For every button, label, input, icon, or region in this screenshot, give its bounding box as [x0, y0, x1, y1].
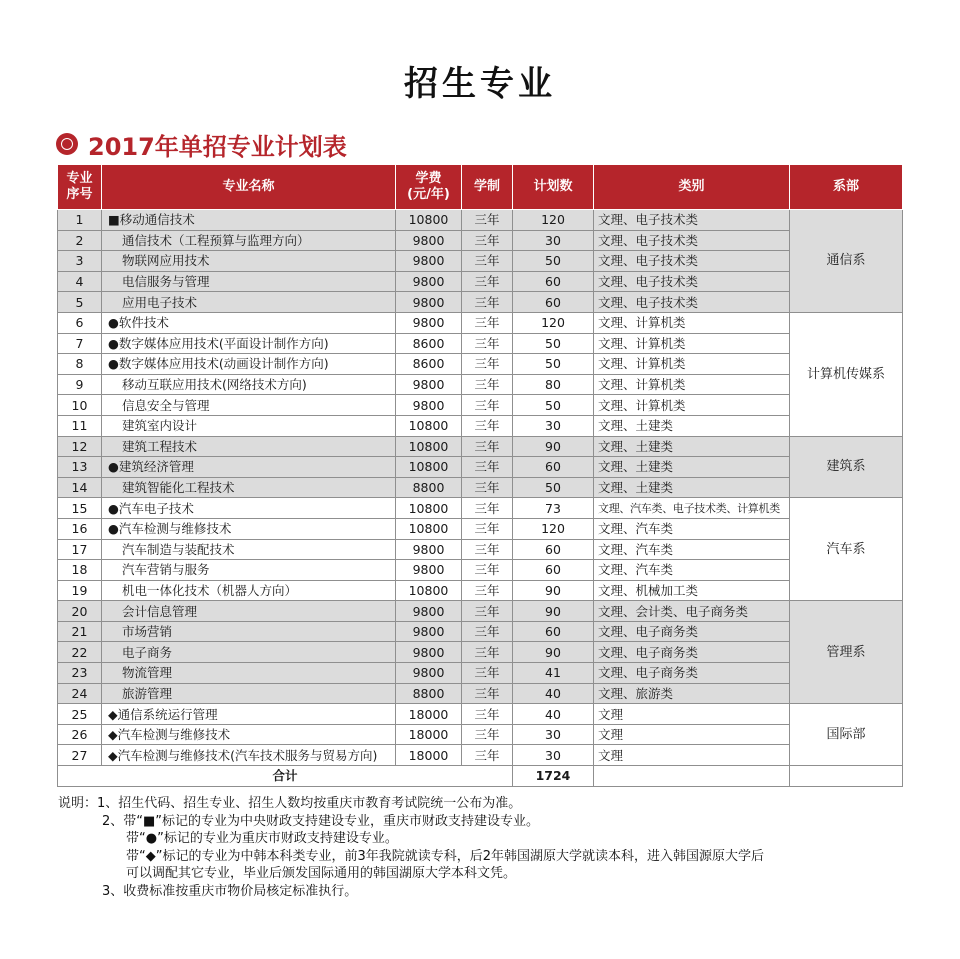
major-name-cell: ●汽车检测与维修技术	[102, 518, 396, 539]
tuition-fee-cell: 9800	[396, 601, 462, 622]
note-line: 带“●”标记的专业为重庆市财政支持建设专业。	[126, 831, 398, 847]
tuition-fee-cell: 10800	[396, 518, 462, 539]
table-row	[58, 724, 903, 745]
category-cell: 文理、计算机类	[594, 312, 790, 333]
duration-cell: 三年	[462, 251, 513, 272]
tuition-fee-cell: 9800	[396, 251, 462, 272]
duration-cell: 三年	[462, 415, 513, 436]
plan-count-cell: 30	[513, 745, 594, 766]
table-row	[58, 601, 903, 622]
row-number-cell: 14	[58, 477, 102, 498]
category-cell: 文理	[594, 704, 790, 725]
major-name-cell: 建筑工程技术	[102, 436, 396, 457]
header-no: 专业 序号	[58, 165, 102, 210]
duration-cell: 三年	[462, 560, 513, 581]
major-name-cell: ◆汽车检测与维修技术(汽车技术服务与贸易方向)	[102, 745, 396, 766]
major-name-cell: ●建筑经济管理	[102, 457, 396, 478]
tuition-fee-cell: 8800	[396, 477, 462, 498]
plan-count-cell: 60	[513, 292, 594, 313]
duration-cell: 三年	[462, 704, 513, 725]
row-number-cell: 10	[58, 395, 102, 416]
row-number-cell: 8	[58, 354, 102, 375]
table-row	[58, 498, 903, 519]
department-cell: 建筑系	[790, 436, 903, 498]
plan-count-cell: 120	[513, 312, 594, 333]
table-row	[58, 642, 903, 663]
row-number-cell: 6	[58, 312, 102, 333]
major-name-cell: 市场营销	[102, 621, 396, 642]
plan-count-cell: 73	[513, 498, 594, 519]
table-row	[58, 518, 903, 539]
table-row	[58, 477, 903, 498]
major-name-cell: 建筑智能化工程技术	[102, 477, 396, 498]
major-name-cell: 旅游管理	[102, 683, 396, 704]
table-row	[58, 621, 903, 642]
tuition-fee-cell: 18000	[396, 704, 462, 725]
category-cell: 文理、汽车类	[594, 518, 790, 539]
plan-count-cell: 60	[513, 621, 594, 642]
category-cell: 文理、土建类	[594, 477, 790, 498]
header-department: 系部	[790, 165, 903, 210]
major-name-cell: ●汽车电子技术	[102, 498, 396, 519]
table-row	[58, 436, 903, 457]
row-number-cell: 22	[58, 642, 102, 663]
row-number-cell: 16	[58, 518, 102, 539]
plan-count-cell: 30	[513, 724, 594, 745]
category-cell: 文理	[594, 745, 790, 766]
plan-count-cell: 90	[513, 642, 594, 663]
row-number-cell: 2	[58, 230, 102, 251]
plan-count-cell: 60	[513, 457, 594, 478]
tuition-fee-cell: 9800	[396, 539, 462, 560]
plan-count-cell: 60	[513, 539, 594, 560]
major-name-cell: 通信技术（工程预算与监理方向）	[102, 230, 396, 251]
row-number-cell: 5	[58, 292, 102, 313]
table-row	[58, 374, 903, 395]
category-cell: 文理、电子商务类	[594, 663, 790, 684]
department-cell: 通信系	[790, 210, 903, 313]
category-cell: 文理、汽车类	[594, 560, 790, 581]
category-cell: 文理、电子技术类	[594, 251, 790, 272]
row-number-cell: 9	[58, 374, 102, 395]
duration-cell: 三年	[462, 333, 513, 354]
plan-count-cell: 30	[513, 415, 594, 436]
duration-cell: 三年	[462, 477, 513, 498]
tuition-fee-cell: 9800	[396, 312, 462, 333]
row-number-cell: 26	[58, 724, 102, 745]
duration-cell: 三年	[462, 539, 513, 560]
table-row	[58, 704, 903, 725]
header-fee: 学费 (元/年)	[396, 165, 462, 210]
plan-count-cell: 120	[513, 210, 594, 231]
major-name-cell: 机电一体化技术（机器人方向）	[102, 580, 396, 601]
major-name-cell: ◆汽车检测与维修技术	[102, 724, 396, 745]
category-cell: 文理、汽车类	[594, 539, 790, 560]
major-name-cell: 信息安全与管理	[102, 395, 396, 416]
total-row	[58, 766, 903, 787]
total-empty-cell	[790, 766, 903, 787]
row-number-cell: 19	[58, 580, 102, 601]
tuition-fee-cell: 9800	[396, 230, 462, 251]
row-number-cell: 17	[58, 539, 102, 560]
note-line: 说明：1、招生代码、招生专业、招生人数均按重庆市教育考试院统一公布为准。	[58, 796, 522, 811]
major-name-cell: ◆通信系统运行管理	[102, 704, 396, 725]
row-number-cell: 25	[58, 704, 102, 725]
plan-count-cell: 90	[513, 601, 594, 622]
row-number-cell: 21	[58, 621, 102, 642]
table-row	[58, 539, 903, 560]
category-cell: 文理、电子技术类	[594, 271, 790, 292]
plan-count-cell: 60	[513, 271, 594, 292]
category-cell: 文理、计算机类	[594, 395, 790, 416]
major-name-cell: 汽车制造与装配技术	[102, 539, 396, 560]
table-row	[58, 395, 903, 416]
row-number-cell: 4	[58, 271, 102, 292]
major-name-cell: 物流管理	[102, 663, 396, 684]
header-plan: 计划数	[513, 165, 594, 210]
duration-cell: 三年	[462, 457, 513, 478]
duration-cell: 三年	[462, 271, 513, 292]
tuition-fee-cell: 9800	[396, 374, 462, 395]
table-row	[58, 230, 903, 251]
category-cell: 文理	[594, 724, 790, 745]
row-number-cell: 13	[58, 457, 102, 478]
plan-count-cell: 50	[513, 477, 594, 498]
duration-cell: 三年	[462, 374, 513, 395]
total-empty-cell	[594, 766, 790, 787]
school-logo-icon	[56, 133, 78, 155]
category-cell: 文理、计算机类	[594, 333, 790, 354]
table-row	[58, 292, 903, 313]
row-number-cell: 7	[58, 333, 102, 354]
major-name-cell: 移动互联应用技术(网络技术方向)	[102, 374, 396, 395]
duration-cell: 三年	[462, 724, 513, 745]
table-row	[58, 415, 903, 436]
category-cell: 文理、会计类、电子商务类	[594, 601, 790, 622]
tuition-fee-cell: 9800	[396, 271, 462, 292]
department-cell: 国际部	[790, 704, 903, 766]
table-row	[58, 560, 903, 581]
category-cell: 文理、电子商务类	[594, 621, 790, 642]
tuition-fee-cell: 10800	[396, 498, 462, 519]
page-title: 招生专业	[404, 64, 556, 104]
duration-cell: 三年	[462, 498, 513, 519]
major-name-cell: 应用电子技术	[102, 292, 396, 313]
row-number-cell: 12	[58, 436, 102, 457]
duration-cell: 三年	[462, 395, 513, 416]
header-name: 专业名称	[102, 165, 396, 210]
department-cell: 计算机传媒系	[790, 312, 903, 436]
tuition-fee-cell: 9800	[396, 642, 462, 663]
duration-cell: 三年	[462, 663, 513, 684]
tuition-fee-cell: 8600	[396, 354, 462, 375]
major-name-cell: ●数字媒体应用技术(动画设计制作方向)	[102, 354, 396, 375]
row-number-cell: 3	[58, 251, 102, 272]
table-row	[58, 251, 903, 272]
category-cell: 文理、电子技术类	[594, 210, 790, 231]
category-cell: 文理、汽车类、电子技术类、计算机类	[594, 498, 790, 519]
plan-count-cell: 120	[513, 518, 594, 539]
table-row	[58, 580, 903, 601]
total-plan: 1724	[513, 766, 594, 787]
major-name-cell: ●软件技术	[102, 312, 396, 333]
row-number-cell: 24	[58, 683, 102, 704]
plan-count-cell: 90	[513, 436, 594, 457]
table-row	[58, 271, 903, 292]
major-name-cell: 电子商务	[102, 642, 396, 663]
tuition-fee-cell: 10800	[396, 457, 462, 478]
row-number-cell: 20	[58, 601, 102, 622]
row-number-cell: 11	[58, 415, 102, 436]
duration-cell: 三年	[462, 745, 513, 766]
row-number-cell: 1	[58, 210, 102, 231]
major-name-cell: 汽车营销与服务	[102, 560, 396, 581]
plan-count-cell: 40	[513, 704, 594, 725]
department-cell: 管理系	[790, 601, 903, 704]
table-row	[58, 745, 903, 766]
tuition-fee-cell: 10800	[396, 210, 462, 231]
category-cell: 文理、电子技术类	[594, 230, 790, 251]
table-row	[58, 312, 903, 333]
table-row	[58, 457, 903, 478]
tuition-fee-cell: 9800	[396, 292, 462, 313]
row-number-cell: 18	[58, 560, 102, 581]
category-cell: 文理、土建类	[594, 436, 790, 457]
plan-count-cell: 30	[513, 230, 594, 251]
row-number-cell: 27	[58, 745, 102, 766]
plan-count-cell: 40	[513, 683, 594, 704]
tuition-fee-cell: 10800	[396, 436, 462, 457]
note-line: 3、收费标准按重庆市物价局核定标准执行。	[102, 883, 358, 899]
category-cell: 文理、土建类	[594, 457, 790, 478]
duration-cell: 三年	[462, 683, 513, 704]
plan-count-cell: 50	[513, 354, 594, 375]
tuition-fee-cell: 9800	[396, 560, 462, 581]
category-cell: 文理、机械加工类	[594, 580, 790, 601]
tuition-fee-cell: 8600	[396, 333, 462, 354]
plan-count-cell: 50	[513, 251, 594, 272]
section-title: 2017年单招专业计划表	[88, 132, 347, 161]
row-number-cell: 23	[58, 663, 102, 684]
table-header-row	[58, 165, 903, 210]
enrollment-plan-table	[57, 164, 903, 787]
tuition-fee-cell: 9800	[396, 621, 462, 642]
note-line: 带“◆”标记的专业为中韩本科类专业，前3年我院就读专科，后2年韩国湖原大学就读本科，进入韩国源原大学后	[126, 848, 765, 864]
duration-cell: 三年	[462, 601, 513, 622]
table-row	[58, 333, 903, 354]
category-cell: 文理、电子商务类	[594, 642, 790, 663]
table-row	[58, 683, 903, 704]
plan-count-cell: 41	[513, 663, 594, 684]
notes	[58, 795, 918, 901]
major-name-cell: 物联网应用技术	[102, 251, 396, 272]
table-row	[58, 210, 903, 231]
plan-count-cell: 50	[513, 395, 594, 416]
tuition-fee-cell: 10800	[396, 580, 462, 601]
row-number-cell: 15	[58, 498, 102, 519]
major-name-cell: 电信服务与管理	[102, 271, 396, 292]
category-cell: 文理、旅游类	[594, 683, 790, 704]
tuition-fee-cell: 18000	[396, 724, 462, 745]
major-name-cell: ●数字媒体应用技术(平面设计制作方向)	[102, 333, 396, 354]
duration-cell: 三年	[462, 210, 513, 231]
plan-count-cell: 50	[513, 333, 594, 354]
header-category: 类别	[594, 165, 790, 210]
table-row	[58, 354, 903, 375]
plan-count-cell: 60	[513, 560, 594, 581]
category-cell: 文理、计算机类	[594, 374, 790, 395]
duration-cell: 三年	[462, 642, 513, 663]
plan-count-cell: 90	[513, 580, 594, 601]
tuition-fee-cell: 8800	[396, 683, 462, 704]
duration-cell: 三年	[462, 230, 513, 251]
plan-count-cell: 80	[513, 374, 594, 395]
duration-cell: 三年	[462, 312, 513, 333]
tuition-fee-cell: 10800	[396, 415, 462, 436]
tuition-fee-cell: 18000	[396, 745, 462, 766]
tuition-fee-cell: 9800	[396, 395, 462, 416]
table-row	[58, 663, 903, 684]
header-years: 学制	[462, 165, 513, 210]
total-label: 合计	[58, 766, 513, 787]
category-cell: 文理、电子技术类	[594, 292, 790, 313]
note-line: 2、带“■”标记的专业为中央财政支持建设专业，重庆市财政支持建设专业。	[102, 813, 540, 829]
note-line: 可以调配其它专业，毕业后颁发国际通用的韩国湖原大学本科文凭。	[126, 866, 517, 882]
category-cell: 文理、计算机类	[594, 354, 790, 375]
duration-cell: 三年	[462, 436, 513, 457]
major-name-cell: 建筑室内设计	[102, 415, 396, 436]
duration-cell: 三年	[462, 354, 513, 375]
duration-cell: 三年	[462, 621, 513, 642]
department-cell: 汽车系	[790, 498, 903, 601]
category-cell: 文理、土建类	[594, 415, 790, 436]
tuition-fee-cell: 9800	[396, 663, 462, 684]
duration-cell: 三年	[462, 518, 513, 539]
section-header	[56, 128, 347, 160]
duration-cell: 三年	[462, 292, 513, 313]
major-name-cell: 会计信息管理	[102, 601, 396, 622]
duration-cell: 三年	[462, 580, 513, 601]
major-name-cell: ■移动通信技术	[102, 210, 396, 231]
